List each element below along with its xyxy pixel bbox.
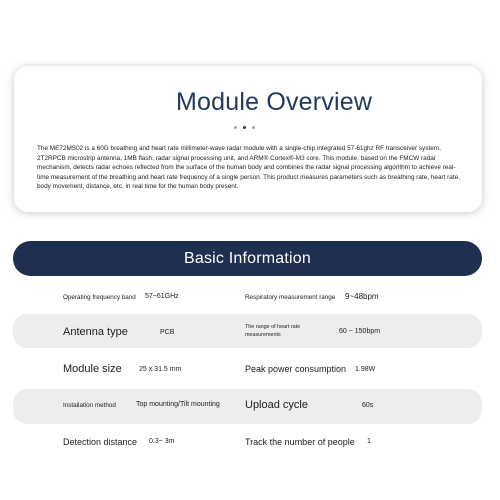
- spec-label-respiratory-range: Respiratory measurement range: [245, 294, 336, 301]
- module-overview-description: The ME72MS02 is a 60G breathing and heart rate millimeter-wave radar module with a single-chip integrated 57-61ghz RF transceiver system, 2T2RPCB microstrip antenna, 1MB flash, radar signal processing unit, and ARM® Cortex®-M3 core. This module, based on the FMCW radar mechanism, detects radar echoes reflected from the surface of the human body and combines the radar signal processing algorithm to achieve real-time measurement of the breathing and heart rate frequency of a single person. This product measures parameters such as breathing rate, heart rate, body movement, distance, etc. in real time for the human body present.: [37, 145, 460, 191]
- carousel-dot[interactable]: [234, 126, 237, 129]
- spec-value-installation-method: Top mounting/Tilt mounting: [136, 401, 220, 408]
- spec-label-upload-cycle: Upload cycle: [245, 399, 308, 411]
- spec-label-detection-distance: Detection distance: [63, 437, 138, 447]
- spec-value-peak-power: 1.98W: [355, 366, 376, 373]
- spec-value-frequency-band: 57~61GHz: [145, 293, 179, 300]
- spec-label-installation-method: Installation method: [63, 402, 116, 409]
- carousel-dots: [234, 126, 255, 129]
- spec-value-antenna-type: PCB: [160, 329, 175, 336]
- module-overview-title: Module Overview: [176, 88, 373, 116]
- spec-value-respiratory-range: 9~48bpm: [345, 292, 379, 301]
- spec-value-detection-distance: 0.3~ 3m: [149, 438, 175, 445]
- carousel-dot[interactable]: [252, 126, 255, 129]
- spec-value-upload-cycle: 60s: [362, 402, 374, 409]
- spec-label-track-people: Track the number of people: [245, 437, 355, 447]
- spec-label-module-size: Module size: [63, 363, 122, 375]
- spec-label-peak-power: Peak power consumption: [245, 364, 347, 374]
- spec-value-heart-rate-range: 60 ~ 150bpm: [339, 328, 381, 335]
- spec-value-module-size: 25 x 31.5 mm: [139, 366, 182, 373]
- spec-label-antenna-type: Antenna type: [63, 326, 128, 338]
- carousel-dot-active[interactable]: [243, 126, 246, 129]
- spec-value-track-people: 1: [367, 438, 371, 445]
- spec-label-frequency-band: Operating frequency band: [63, 294, 136, 301]
- basic-information-title: Basic Information: [183, 249, 311, 267]
- basic-information-header: [13, 241, 482, 276]
- spec-label-heart-rate-range: The range of heart rate measurements: [245, 324, 301, 338]
